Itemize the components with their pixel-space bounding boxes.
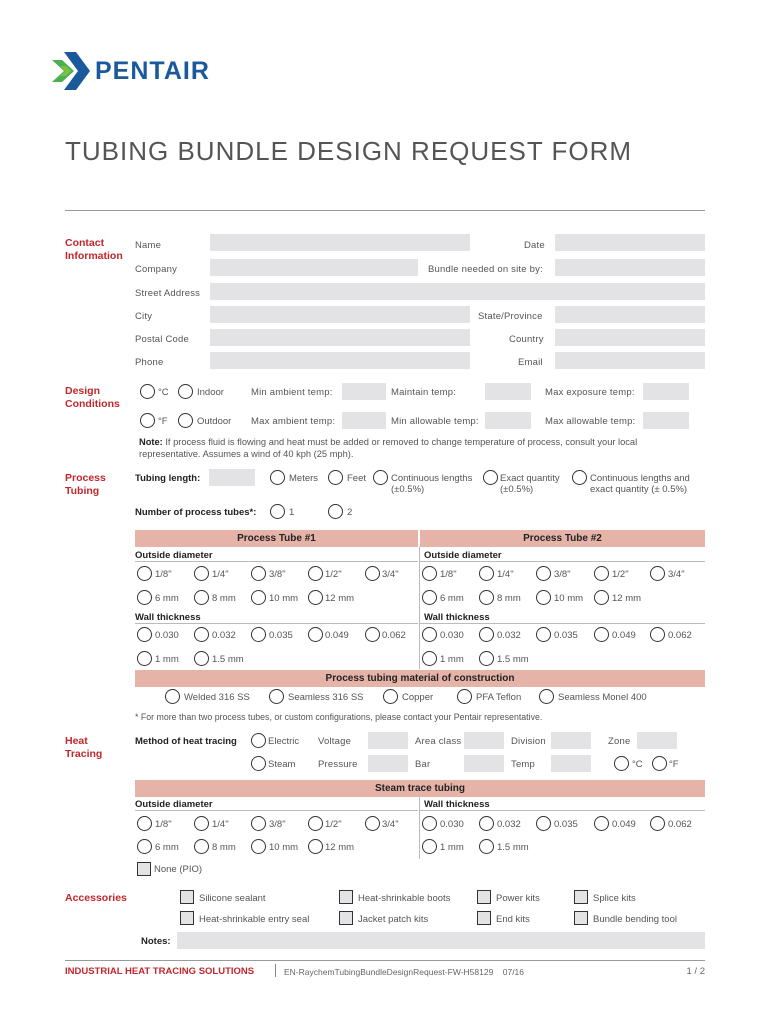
electric-label: Electric: [268, 736, 300, 747]
email-field[interactable]: [555, 352, 705, 369]
max-allowable-field[interactable]: [643, 412, 689, 429]
zone-field[interactable]: [637, 732, 677, 749]
jacket-patch-kits-label: Jacket patch kits: [358, 914, 429, 925]
indoor-label: Indoor: [197, 387, 224, 398]
steam-wall-032-label: 0.032: [497, 819, 521, 830]
meters-label: Meters: [289, 473, 319, 484]
material-seamless-label: Seamless 316 SS: [288, 692, 364, 703]
exact-quantity-line1: Exact quantity: [500, 473, 560, 484]
street-label: Street Address: [135, 288, 201, 299]
design-section-title: Design Conditions: [65, 385, 120, 410]
continuous-exact-line2: exact quantity (± 0.5%): [590, 484, 688, 495]
pentair-logo-mark: [52, 48, 92, 94]
tube2-od-underline: [420, 561, 705, 562]
material-copper-label: Copper: [402, 692, 434, 703]
steam-wall-030-label: 0.030: [440, 819, 464, 830]
steam-od-3-8-label: 3/8": [269, 819, 286, 830]
steam-od-3-4-radio[interactable]: [365, 816, 380, 831]
tube2-wall-062-label: 0.062: [668, 630, 692, 641]
num-tubes-label: Number of process tubes*:: [135, 507, 257, 518]
steam-wall-1mm-label: 1 mm: [440, 842, 464, 853]
tube1-od-8mm-radio[interactable]: [194, 590, 209, 605]
tube2-wall-1mm-label: 1 mm: [440, 654, 464, 665]
steam-od-3-4-label: 3/4": [382, 819, 399, 830]
tube2-od-1-8-radio[interactable]: [422, 566, 437, 581]
bar-field[interactable]: [464, 755, 504, 772]
steam-od-1-4-label: 1/4": [212, 819, 229, 830]
temp-label: Temp: [511, 759, 536, 770]
heat-celsius-radio[interactable]: [614, 756, 629, 771]
footer-divider: [65, 960, 705, 961]
tube1-od-8mm-label: 8 mm: [212, 593, 236, 604]
tube1-od-6mm-radio[interactable]: [137, 590, 152, 605]
tube2-od-1-2-radio[interactable]: [594, 566, 609, 581]
company-field[interactable]: [210, 259, 418, 276]
max-ambient-field[interactable]: [342, 412, 386, 429]
tube1-od-1-2-radio[interactable]: [308, 566, 323, 581]
tube2-od-10mm-radio[interactable]: [536, 590, 551, 605]
tube1-wall-062-label: 0.062: [382, 630, 406, 641]
tube2-od-1-4-radio[interactable]: [479, 566, 494, 581]
process-tube-1-band: Process Tube #1: [135, 530, 418, 547]
tube1-od-10mm-label: 10 mm: [269, 593, 299, 604]
material-seamless-radio[interactable]: [269, 689, 284, 704]
notes-label: Notes:: [141, 936, 171, 947]
tube2-od-1-2-label: 1/2": [612, 569, 629, 580]
bundle-needed-label: Bundle needed on site by:: [428, 264, 543, 275]
tube1-od-1-4-label: 1/4": [212, 569, 229, 580]
steam-od-8mm-label: 8 mm: [212, 842, 236, 853]
heat-shrink-entry-seal-checkbox[interactable]: [180, 911, 194, 925]
steam-wall-030-radio[interactable]: [422, 816, 437, 831]
date-field[interactable]: [555, 234, 705, 251]
process-section-title: Process Tubing: [65, 472, 106, 497]
maintain-label: Maintain temp:: [391, 387, 457, 398]
date-label: Date: [524, 240, 545, 251]
tubes-one-label: 1: [289, 507, 295, 518]
splice-kits-label: Splice kits: [593, 893, 636, 904]
tubes-two-label: 2: [347, 507, 353, 518]
none-pio-label: None (PIO): [154, 864, 203, 875]
tube1-wall-035-radio[interactable]: [251, 627, 266, 642]
tube2-od-1-4-label: 1/4": [497, 569, 514, 580]
tube2-wall-035-radio[interactable]: [536, 627, 551, 642]
celsius-label: °C: [158, 387, 169, 398]
phone-field[interactable]: [210, 352, 470, 369]
material-pfa-radio[interactable]: [457, 689, 472, 704]
tube1-wall-1-5mm-radio[interactable]: [194, 651, 209, 666]
email-label: Email: [518, 357, 543, 368]
min-allowable-label: Min allowable temp:: [391, 416, 479, 427]
tube1-wall-1mm-radio[interactable]: [137, 651, 152, 666]
indoor-radio[interactable]: [178, 384, 193, 399]
steam-wall-label: Wall thickness: [424, 799, 490, 810]
tube2-wall-035-label: 0.035: [554, 630, 578, 641]
footer-separator: [275, 964, 276, 977]
title-divider: [65, 210, 705, 211]
feet-label: Feet: [347, 473, 367, 484]
tube1-od-3-4-radio[interactable]: [365, 566, 380, 581]
tube1-wall-062-radio[interactable]: [365, 627, 380, 642]
jacket-patch-kits-checkbox[interactable]: [339, 911, 353, 925]
heat-fahrenheit-radio[interactable]: [652, 756, 667, 771]
heat-shrink-entry-seal-label: Heat-shrinkable entry seal: [199, 914, 310, 925]
electric-radio[interactable]: [251, 733, 266, 748]
tube1-wall-032-label: 0.032: [212, 630, 236, 641]
steam-od-1-4-radio[interactable]: [194, 816, 209, 831]
tube2-wall-1mm-radio[interactable]: [422, 651, 437, 666]
exact-quantity-label: [500, 473, 560, 495]
tube2-od-6mm-radio[interactable]: [422, 590, 437, 605]
exact-quantity-line2: (±0.5%): [500, 484, 534, 495]
feet-radio[interactable]: [328, 470, 343, 485]
max-ambient-label: Max ambient temp:: [251, 416, 336, 427]
name-field[interactable]: [210, 234, 470, 251]
min-ambient-field[interactable]: [342, 383, 386, 400]
steam-od-1-2-label: 1/2": [325, 819, 342, 830]
tube1-od-12mm-radio[interactable]: [308, 590, 323, 605]
tubes-one-radio[interactable]: [270, 504, 285, 519]
tube2-od-1-8-label: 1/8": [440, 569, 457, 580]
none-pio-checkbox[interactable]: [137, 862, 151, 876]
footer-division: INDUSTRIAL HEAT TRACING SOLUTIONS: [65, 966, 255, 977]
company-label: Company: [135, 264, 178, 275]
max-exposure-label: Max exposure temp:: [545, 387, 635, 398]
continuous-exact-radio[interactable]: [572, 470, 587, 485]
steam-wall-062-radio[interactable]: [650, 816, 665, 831]
accessories-section-title: Accessories: [65, 892, 127, 904]
process-footnote: * For more than two process tubes, or custom configurations, please contact your Pentair representative.: [135, 712, 543, 722]
division-label: Division: [511, 736, 546, 747]
country-label: Country: [509, 334, 544, 345]
max-exposure-field[interactable]: [643, 383, 689, 400]
continuous-lengths-line2: (±0.5%): [391, 484, 425, 495]
postal-label: Postal Code: [135, 334, 189, 345]
notes-field[interactable]: [177, 932, 705, 949]
tube2-od-label: Outside diameter: [424, 550, 502, 561]
city-field[interactable]: [210, 306, 470, 323]
note-line2: representative. Assumes a wind of 40 kph (25 mph).: [139, 449, 354, 459]
pressure-label: Pressure: [318, 759, 358, 770]
material-band: Process tubing material of construction: [135, 670, 705, 687]
steam-od-1-2-radio[interactable]: [308, 816, 323, 831]
fahrenheit-radio[interactable]: [140, 413, 155, 428]
steam-wall-049-label: 0.049: [612, 819, 636, 830]
tube2-od-3-8-label: 3/8": [554, 569, 571, 580]
material-monel-radio[interactable]: [539, 689, 554, 704]
pentair-logo: [52, 48, 242, 94]
silicone-sealant-label: Silicone sealant: [199, 893, 266, 904]
meters-radio[interactable]: [270, 470, 285, 485]
steam-od-1-8-radio[interactable]: [137, 816, 152, 831]
min-allowable-field[interactable]: [485, 412, 531, 429]
bundle-bending-tool-label: Bundle bending tool: [593, 914, 677, 925]
steam-wall-underline: [420, 810, 705, 811]
tubes-two-radio[interactable]: [328, 504, 343, 519]
steam-divider: [419, 797, 420, 859]
tube1-wall-030-label: 0.030: [155, 630, 179, 641]
area-class-field[interactable]: [464, 732, 504, 749]
tube1-od-1-2-label: 1/2": [325, 569, 342, 580]
steam-od-12mm-label: 12 mm: [325, 842, 355, 853]
phone-label: Phone: [135, 357, 164, 368]
tube1-od-3-8-radio[interactable]: [251, 566, 266, 581]
tube2-od-12mm-radio[interactable]: [594, 590, 609, 605]
power-kits-label: Power kits: [496, 893, 540, 904]
tube1-wall-underline: [135, 623, 418, 624]
material-copper-radio[interactable]: [383, 689, 398, 704]
steam-trace-band: Steam trace tubing: [135, 780, 705, 797]
tube1-od-3-8-label: 3/8": [269, 569, 286, 580]
material-pfa-label: PFA Teflon: [476, 692, 522, 703]
silicone-sealant-checkbox[interactable]: [180, 890, 194, 904]
steam-od-6mm-radio[interactable]: [137, 839, 152, 854]
design-note: [139, 436, 709, 460]
steam-od-underline: [135, 810, 418, 811]
tube2-wall-062-radio[interactable]: [650, 627, 665, 642]
tube2-od-8mm-label: 8 mm: [497, 593, 521, 604]
tube1-od-12mm-label: 12 mm: [325, 593, 355, 604]
footer-page-number: 1 / 2: [686, 966, 705, 977]
steam-od-label: Outside diameter: [135, 799, 213, 810]
steam-wall-062-label: 0.062: [668, 819, 692, 830]
tube1-wall-032-radio[interactable]: [194, 627, 209, 642]
bundle-bending-tool-checkbox[interactable]: [574, 911, 588, 925]
tube1-wall-1mm-label: 1 mm: [155, 654, 179, 665]
city-label: City: [135, 311, 153, 322]
name-label: Name: [135, 240, 162, 251]
voltage-field[interactable]: [368, 732, 408, 749]
min-ambient-label: Min ambient temp:: [251, 387, 333, 398]
tube2-wall-underline: [420, 623, 705, 624]
contact-section-title: Contact Information: [65, 237, 123, 262]
tube1-wall-030-radio[interactable]: [137, 627, 152, 642]
tube2-wall-030-radio[interactable]: [422, 627, 437, 642]
tube1-od-underline: [135, 561, 418, 562]
note-line1: If process fluid is flowing and heat must be added or removed to change temperature of process, consult your local: [162, 437, 638, 447]
pressure-field[interactable]: [368, 755, 408, 772]
steam-od-10mm-radio[interactable]: [251, 839, 266, 854]
power-kits-checkbox[interactable]: [477, 890, 491, 904]
continuous-exact-label: [590, 473, 690, 495]
tube2-wall-030-label: 0.030: [440, 630, 464, 641]
voltage-label: Voltage: [318, 736, 352, 747]
fahrenheit-label: °F: [158, 416, 168, 427]
state-field[interactable]: [555, 306, 705, 323]
continuous-exact-line1: Continuous lengths and: [590, 473, 690, 484]
end-kits-label: End kits: [496, 914, 530, 925]
country-field[interactable]: [555, 329, 705, 346]
heat-fahrenheit-label: °F: [669, 759, 679, 770]
heat-celsius-label: °C: [632, 759, 643, 770]
tube2-od-12mm-label: 12 mm: [612, 593, 642, 604]
heat-section-title: Heat Tracing: [65, 735, 103, 760]
tube2-od-3-4-label: 3/4": [668, 569, 685, 580]
tube1-wall-1-5mm-label: 1.5 mm: [212, 654, 244, 665]
steam-label: Steam: [268, 759, 296, 770]
max-allowable-label: Max allowable temp:: [545, 416, 636, 427]
material-welded-label: Welded 316 SS: [184, 692, 250, 703]
zone-label: Zone: [608, 736, 631, 747]
postal-field[interactable]: [210, 329, 470, 346]
tubing-length-field[interactable]: [209, 469, 255, 486]
page-title: TUBING BUNDLE DESIGN REQUEST FORM: [65, 136, 633, 166]
steam-wall-1-5mm-radio[interactable]: [479, 839, 494, 854]
steam-od-12mm-radio[interactable]: [308, 839, 323, 854]
celsius-radio[interactable]: [140, 384, 155, 399]
steam-wall-1mm-radio[interactable]: [422, 839, 437, 854]
tube2-wall-032-label: 0.032: [497, 630, 521, 641]
tube1-od-1-4-radio[interactable]: [194, 566, 209, 581]
process-tube-2-band: Process Tube #2: [420, 530, 705, 547]
exact-quantity-radio[interactable]: [483, 470, 498, 485]
note-label: Note:: [139, 437, 163, 447]
material-welded-radio[interactable]: [165, 689, 180, 704]
steam-wall-035-label: 0.035: [554, 819, 578, 830]
steam-wall-032-radio[interactable]: [479, 816, 494, 831]
tube1-od-10mm-radio[interactable]: [251, 590, 266, 605]
outdoor-radio[interactable]: [178, 413, 193, 428]
tube2-od-3-8-radio[interactable]: [536, 566, 551, 581]
tube1-od-3-4-label: 3/4": [382, 569, 399, 580]
tube1-od-1-8-radio[interactable]: [137, 566, 152, 581]
heat-shrink-boots-label: Heat-shrinkable boots: [358, 893, 451, 904]
street-field[interactable]: [210, 283, 705, 300]
outdoor-label: Outdoor: [197, 416, 232, 427]
material-monel-label: Seamless Monel 400: [558, 692, 647, 703]
process-tube-divider: [419, 547, 420, 669]
tubing-length-label: Tubing length:: [135, 473, 201, 484]
tube1-wall-035-label: 0.035: [269, 630, 293, 641]
pentair-logo-text: PENTAIR: [95, 57, 210, 85]
splice-kits-checkbox[interactable]: [574, 890, 588, 904]
tube2-wall-1-5mm-label: 1.5 mm: [497, 654, 529, 665]
continuous-lengths-line1: Continuous lengths: [391, 473, 473, 484]
steam-od-6mm-label: 6 mm: [155, 842, 179, 853]
tube2-wall-049-radio[interactable]: [594, 627, 609, 642]
tube2-od-3-4-radio[interactable]: [650, 566, 665, 581]
steam-wall-049-radio[interactable]: [594, 816, 609, 831]
bar-label: Bar: [415, 759, 431, 770]
tube1-od-6mm-label: 6 mm: [155, 593, 179, 604]
steam-radio[interactable]: [251, 756, 266, 771]
footer-doc-id: EN-RaychemTubingBundleDesignRequest-FW-H58129 07/16: [284, 967, 525, 977]
tube1-od-label: Outside diameter: [135, 550, 213, 561]
tube2-od-8mm-radio[interactable]: [479, 590, 494, 605]
tube1-wall-049-label: 0.049: [325, 630, 349, 641]
tube2-wall-1-5mm-radio[interactable]: [479, 651, 494, 666]
tube1-wall-label: Wall thickness: [135, 612, 201, 623]
division-field[interactable]: [551, 732, 591, 749]
steam-od-10mm-label: 10 mm: [269, 842, 299, 853]
area-class-label: Area class: [415, 736, 462, 747]
steam-wall-035-radio[interactable]: [536, 816, 551, 831]
tube2-wall-049-label: 0.049: [612, 630, 636, 641]
tube2-od-10mm-label: 10 mm: [554, 593, 584, 604]
steam-od-1-8-label: 1/8": [155, 819, 172, 830]
heat-shrink-boots-checkbox[interactable]: [339, 890, 353, 904]
tube2-od-6mm-label: 6 mm: [440, 593, 464, 604]
continuous-lengths-radio[interactable]: [373, 470, 388, 485]
bundle-needed-field[interactable]: [555, 259, 705, 276]
tube2-wall-label: Wall thickness: [424, 612, 490, 623]
tube1-od-1-8-label: 1/8": [155, 569, 172, 580]
heat-method-label: Method of heat tracing: [135, 736, 237, 747]
temp-field[interactable]: [551, 755, 591, 772]
tube1-wall-049-radio[interactable]: [308, 627, 323, 642]
tube2-wall-032-radio[interactable]: [479, 627, 494, 642]
steam-od-8mm-radio[interactable]: [194, 839, 209, 854]
maintain-field[interactable]: [485, 383, 531, 400]
continuous-lengths-label: [391, 473, 472, 495]
state-label: State/Province: [478, 311, 543, 322]
steam-od-3-8-radio[interactable]: [251, 816, 266, 831]
steam-wall-1-5mm-label: 1.5 mm: [497, 842, 529, 853]
end-kits-checkbox[interactable]: [477, 911, 491, 925]
